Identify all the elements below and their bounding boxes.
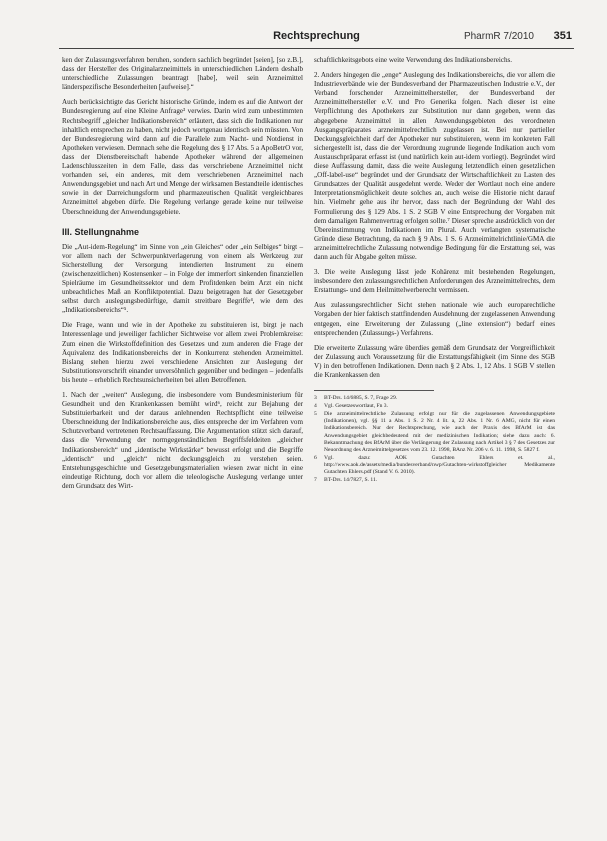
- left-column: [62, 56, 303, 497]
- footnote: [314, 411, 555, 454]
- paragraph: Aus zulassungsrechtlicher Sicht stehen nationale wie auch europarechtliche Vorgaben der hier faktisch stattfindenden Ausdehnung der zugelassenen Anwendung entgegen, eine Erweiterung der Zulassung („line extension“) bedarf eines entsprechenden (Zulassungs-) Verfahrens.: [314, 301, 555, 337]
- footnote: [314, 395, 555, 402]
- journal-issue: PharmR 7/2010: [463, 31, 534, 42]
- footnote-number: 6: [314, 454, 317, 461]
- footnote-number: 3: [314, 395, 317, 402]
- footnote-list: [314, 395, 555, 484]
- footnote: [314, 403, 555, 410]
- footnote-text: BT-Drs. 14/7827, S. 11.: [324, 477, 378, 484]
- footnote: [314, 455, 555, 476]
- paragraph: Die erweiterte Zulassung wäre überdies gemäß dem Grundsatz der Vorgreiflichkeit der Zulassung auch Voraussetzung für die Erstattungsfähigkeit (im Sinne des SGB V) in den betroffenen Indikationen. Denn nach § 2 Abs. 1, 12 Abs. 1 SGB V stellen die Krankenkassen den: [314, 343, 555, 379]
- footnote-number: 4: [314, 403, 317, 410]
- paragraph: schaftlichkeitsgebots eine weite Verwendung des Indikationsbereichs.: [314, 56, 513, 64]
- page-number: 351: [553, 30, 572, 42]
- footnote-number: 7: [314, 477, 317, 484]
- page-header: [59, 26, 574, 49]
- section-title: Rechtsprechung: [273, 30, 360, 42]
- footnote: [314, 477, 555, 484]
- footnote-text: Die arzneimittelrechtliche Zulassung erfolgt nur für die zugelassenen Anwendungsgebiete (Indikationen), vgl. §§ 11 a Abs. 1 S. 2 Nr. 4 lit. a, 22 Abs. 1 Nr. 6 AMG, nicht für einen Indikationsbereich. Nur der Rechtsprechung, wie auch der Praxis des BfArM ist das Anwendungsgebiet gleichbedeutend mit der medizinischen Indikation; siehe dazu auch: 6. Bekanntmachung des BfArM über die Verlängerung der Zulassung nach Artikel 3 § 7 des Gesetzes zur Neuordnung des Arzneimittelgesetzes vom 23. 12. 1998, BAnz Nr. 206 v. 6. 11. 1998, S. 5827 f.: [324, 411, 555, 453]
- footnote-text: BT-Drs. 14/6885, S. 7, Frage 29.: [324, 395, 398, 402]
- footnote-number: 5: [314, 411, 317, 418]
- footnote-text: Vgl. dazu: AOK Gutachten Ehlers et. al., http://www.aok.de/assets/media/bundesverband/nwp/Gutachten-wirkstoffgleicher Medikamente Gutachten Ehlers.pdf (Stand V. 6. 2010).: [324, 454, 555, 476]
- paragraph: Auch berücksichtigte das Gericht historische Gründe, indem es auf die Antwort der Bundesregierung auf eine Kleine Anfrage³ verwies. Darin wird zum unbestimmten Rechtsbegriff „gleicher Indikationsbereich“ erläutert, dass sich die Indikationen nur inhaltlich entsprechen zu haben, nicht jedoch wortgenau identisch sein müssten. Von der Bundesregierung wird dann auf die Parallele zum Nacht- und Notdienst in Apotheken verwiesen. Demnach sehe die Regelung des § 17 Abs. 5 a ApoBetrO vor, dass der Dienstbereitschaft habende Apotheker während der allgemeinen Ladenschlusszeiten in dem Falle, dass das verschriebene Arzneimittel nicht vorhanden sei, ein anderes, mit dem verschriebenen Arzneimittel nach Anwendungsgebiet und nach Art und Menge der wirksamen Bestandteile identisches sowie in der Darreichungsform und pharmazeutischen Qualität vergleichbares Arzneimittel abgeben dürfe. Die Regelung verlange gerade keine nur teilweise Überschneidung der Anwendungsgebiete.: [62, 98, 303, 216]
- paragraph: Die „Aut-idem-Regelung“ im Sinne von „ein Gleiches“ oder „ein Selbiges“ birgt – vor allem nach der Schwerpunktverlagerung von einem als Werkzeug zur Sicherstellung der Versorgung intendierten Instrument zu einem (zwischenzeitlichen) Kostensenker – in Folge der immerfort sinkenden finanziellen Spielräume im Gesundheitssektor und dem Profitdenken beim Arzt ein nicht unbeachtliches Maß an Konfliktpotential. Dazu beigetragen hat der Gesetzgeber selbst durch auslegungsbedürftige, damit streitbare Begriffe⁴, wie dem des „Indikationsbereichs“⁵.: [62, 242, 303, 315]
- footnote-text: Vgl. Gesetzeswortlaut, Fn 3.: [324, 403, 389, 410]
- paragraph: Die Frage, wann und wie in der Apotheke zu substituieren ist, birgt je nach Interessenlage und jeweiliger fachlicher Sichtweise vor allem zwei Problemkreise: Zum einen die Wirkstoffdefinition des Gesetzes und zum anderen die Frage der Äquivalenz des Indikationsbereichs der in Konkurrenz stehenden Arzneimittel. Bislang stehen hierzu zwei verschiedene Ansichten zur Auslegung der Substitutionsvorschrift einander unversöhnlich gegenüber und bedingen – jedenfalls bis heute – erheblich Rechtsunsicherheiten bei allen Betroffenen.: [62, 321, 303, 384]
- section-heading: III. Stellungnahme: [62, 226, 140, 237]
- paragraph: 3. Die weite Auslegung lässt jede Kohärenz mit bestehenden Regelungen, insbesondere den zulassungsrechtlichen Anforderungen des Arzneimittelrechts, dem Erstattungs- und dem Heilmittelwerberecht vermissen.: [314, 268, 555, 295]
- paragraph: ken der Zulassungsverfahren beruhen, sondern sachlich begründet [seien], [so z.B.], dass der Hersteller des Originalarzneimittels in unterschiedlichen Ländern deshalb unterschiedliche Zulassungen beantragt [habe], weil sein Arzneimittel länderspezifische Besonderheiten [aufweise].“: [62, 56, 303, 92]
- right-column: [314, 56, 555, 485]
- paragraph: 1. Nach der „weiten“ Auslegung, die insbesondere vom Bundesministerium für Gesundheit und den Krankenkassen bemüht wird⁶, reicht zur Bejahung der Substituierbarkeit und der daraus anlehnenden Rechtspflicht eine teilweise Überschneidung der Indikationsbereiche aus, dies entspreche der im Verfahren vom Schutzverband vertretenen Rechtsauffassung. Die Argumentation stützt sich darauf, dass die Verwendung der normgegenständlichen Begriffsfeldeiten „gleicher Indikationsbereich“ und „identische Wirkstärke“ bewusst erfolgt und die Begriffe „identisch“ und „gleich“ nicht deckungsgleich zu verstehen seien. Entstehungsgeschichte und Gesetzgebungsmaterialien wiesen zwar nicht in eine eindeutige Richtung, doch vor allem die teleologische Auslegung verlange unter dem Grundsatz des Wirt-: [62, 391, 303, 490]
- paragraph: 2. Anders hingegen die „enge“ Auslegung des Indikationsbereichs, die vor allem die Industrieverbände wie der Bundesverband der Pharmazeutischen Industrie e.V., der Verband forschender Arzneimittelhersteller, der Bundesverband der Arzneimittelhersteller e.V. und Pro Generika folgen. Nach dieser ist eine Verpflichtung des Apothekers zur Substitution nur dann gegeben, wenn das abgegebene Arzneimittel in allen Anwendungsgebieten des verordneten Ausgangspräparates arzneimittelrechtlich zugelassen ist. Bei nur partieller Deckungsgleichheit darf der Apotheker nur substituieren, wenn im konkreten Fall sichergestellt ist, dass die der Verordnung zugrunde liegende Indikation auch vom Austauschpräparat erfasst ist (und natürlich kein aut-idem vorliegt). Begründet wird diese Auffassung damit, dass die weite Auslegung letztendlich einen gesetzlichen „Off-label-use“ begründet und der Grundsatz der Wirtschaftlichkeit zu Lasten des Grundsatzes der Qualität ausgedehnt werde. Weder der Wortlaut noch eine andere Interpretationsmöglichkeit deute solches an, auch weise die Historie nicht darauf hin. Vielmehr gehe aus ihr hervor, dass nach der Begründung der Wahl des Formulierung des § 129 Abs. 1 S. 2 SGB V eine Entsprechung der Vorgaben mit dem damaligen Rahmenvertrag erfolgen sollte.⁷ Dieser spreche ausdrücklich von der Übereinstimmung von Indikationen im Plural. Auch verlangten systematische Gründe diese Betrachtung, da nach § 9 Abs. 1 S. 6 Arzneimittelrichtlinie/GMA die arzneimittelrechtliche Zulassung notwendige Bedingung für die Erstattung sei, was dann auch für Abgabe gelten müsse.: [314, 71, 555, 261]
